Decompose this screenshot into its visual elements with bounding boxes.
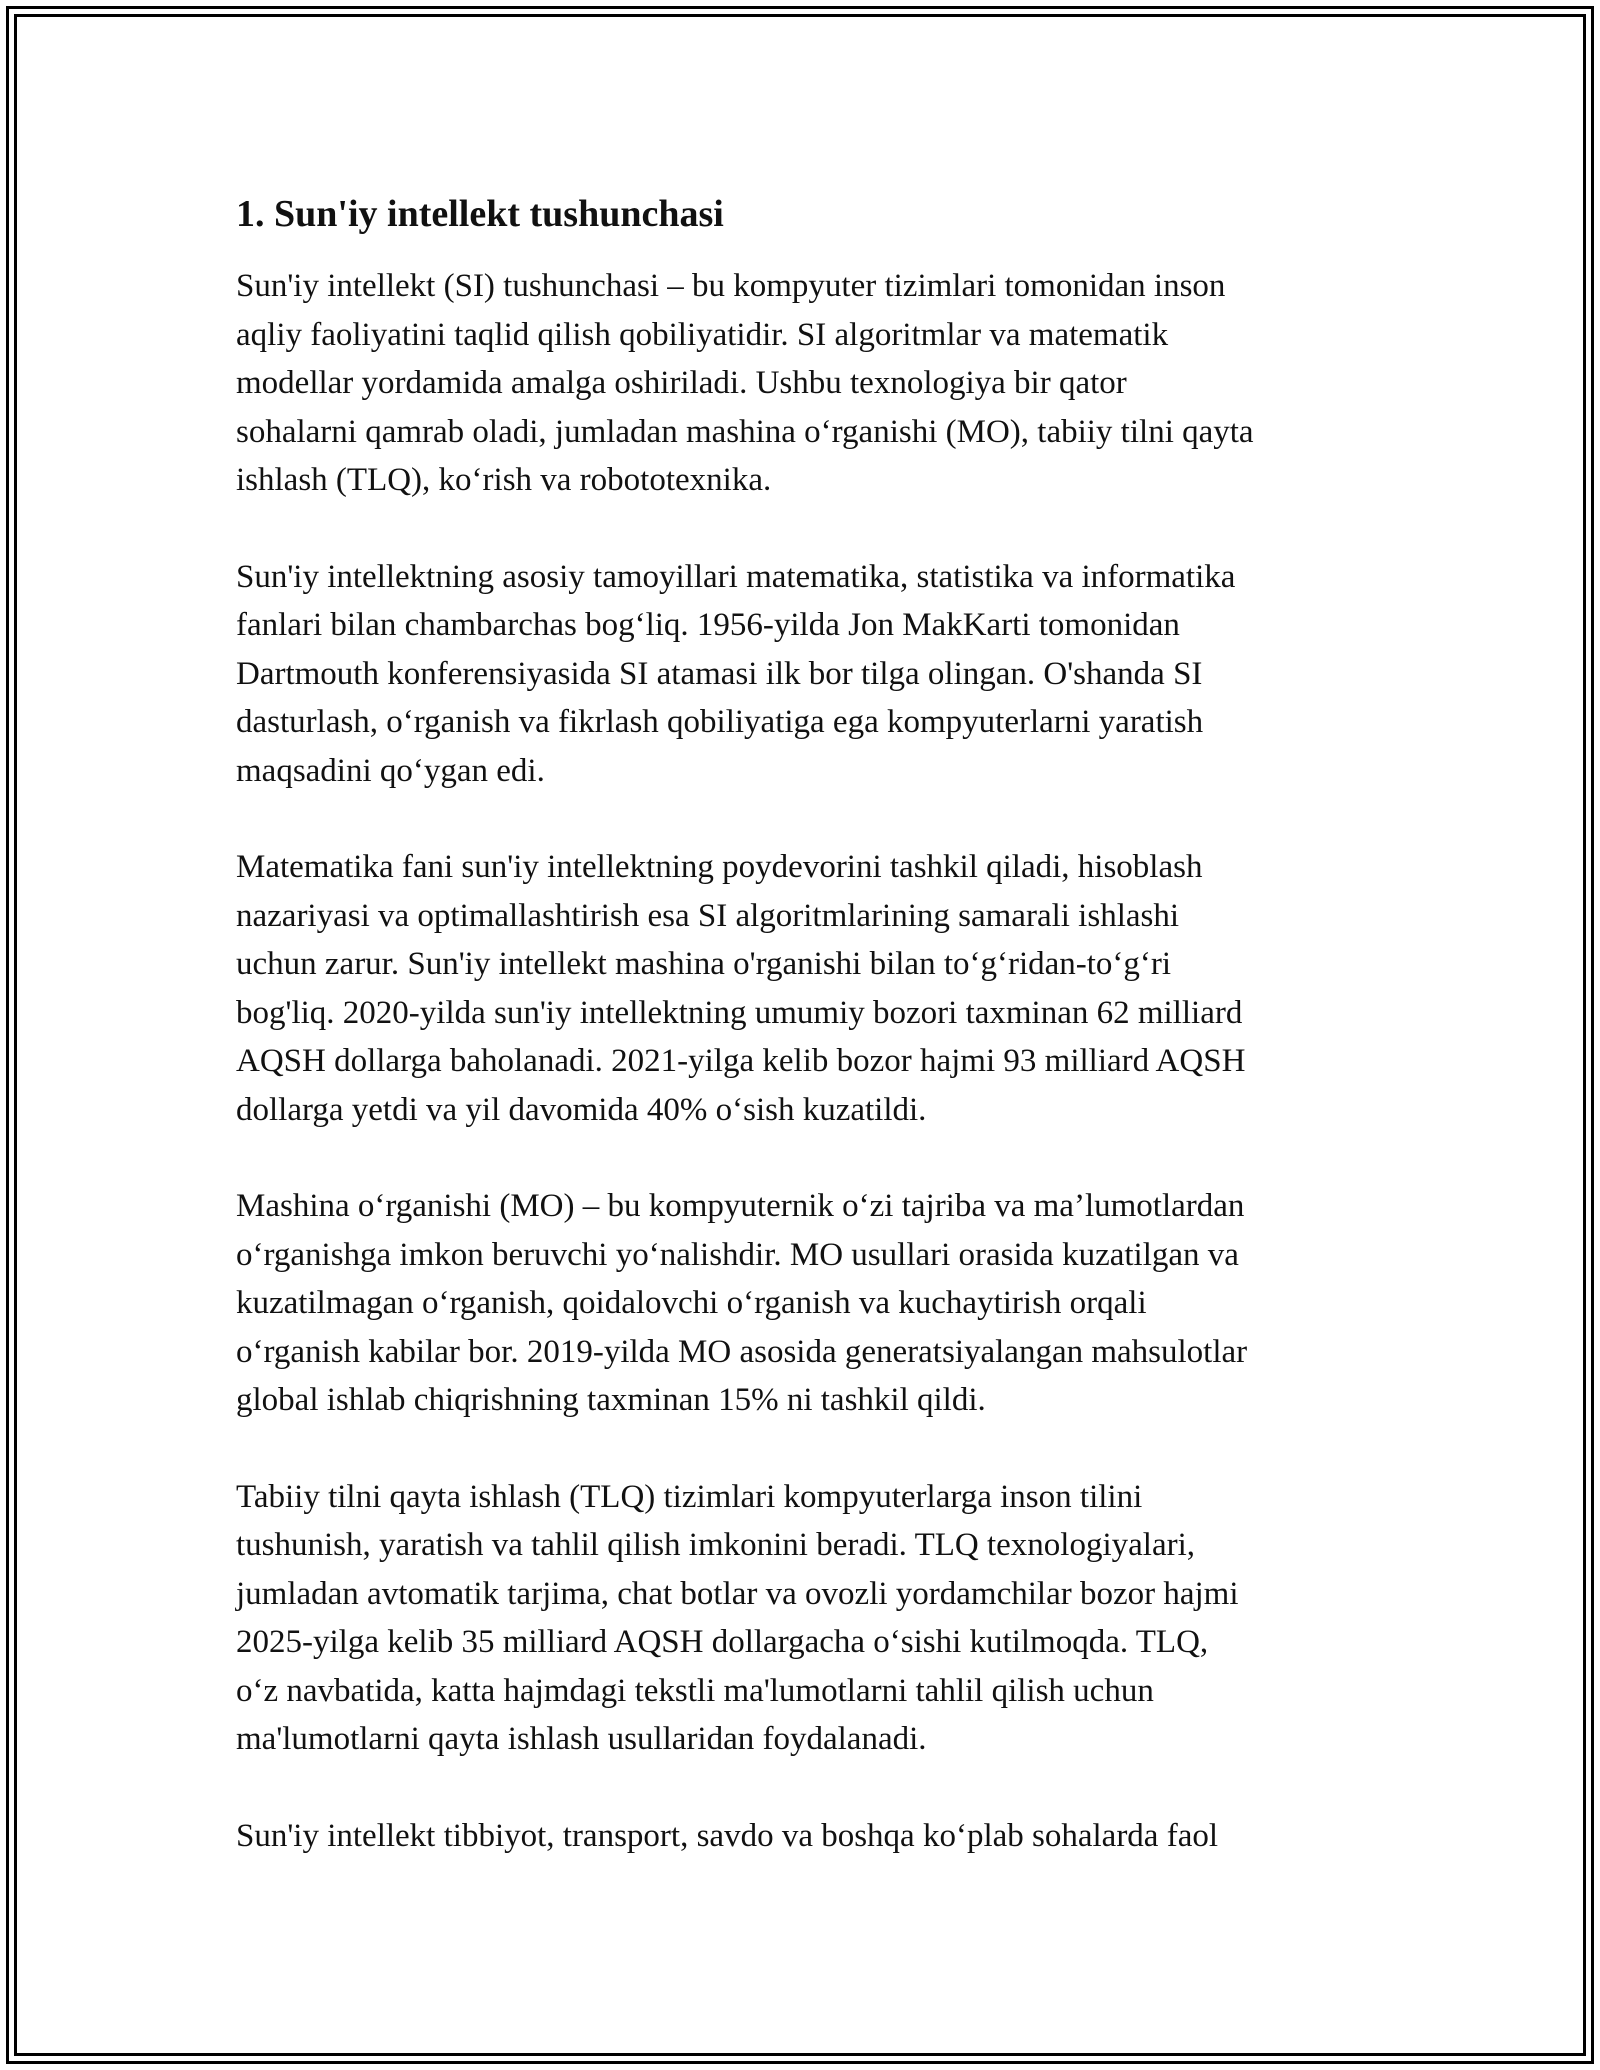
- paragraph-mathematics-market: Matematika fani sun'iy intellektning poydevorini tashkil qiladi, hisoblash nazariyasi va optimallashtirish esa SI algoritmlarining samarali ishlashi uchun zarur. Sun'iy intellekt mashina o'rganishi bilan toʻgʻridan-toʻgʻri bog'liq. 2020-yilda sun'iy intellektning umumiy bozori taxminan 62 milliard AQSH dollarga baholanadi. 2021-yilga kelib bozor hajmi 93 milliard AQSH dollarga yetdi va yil davomida 40% oʻsish kuzatildi.: [236, 849, 1246, 1128]
- paragraph-definition: Sun'iy intellekt (SI) tushunchasi – bu kompyuter tizimlari tomonidan inson aqliy faoliyatini taqlid qilish qobiliyatidir. SI algoritmlar va matematik modellar yordamida amalga oshiriladi. Ushbu texnologiya bir qator sohalarni qamrab oladi, jumladan mashina oʻrganishi (MO), tabiiy tilni qayta ishlash (TLQ), koʻrish va robototexnika.: [236, 268, 1254, 498]
- paragraph-applications: Sun'iy intellekt tibbiyot, transport, savdo va boshqa koʻplab sohalarda faol: [236, 1817, 1219, 1854]
- paragraph-machine-learning: Mashina oʻrganishi (MO) – bu kompyuternik oʻzi tajriba va ma’lumotlardan oʻrganishga imkon beruvchi yoʻnalishdir. MO usullari orasida kuzatilgan va kuzatilmagan oʻrganish, qoidalovchi oʻrganish va kuchaytirish orqali oʻrganish kabilar bor. 2019-yilda MO asosida generatsiyalangan mahsulotlar global ishlab chiqrishning taxminan 15% ni tashkil qildi.: [236, 1188, 1248, 1418]
- document-body: [236, 186, 1376, 1908]
- paragraph-nlp: Tabiiy tilni qayta ishlash (TLQ) tizimlari kompyuterlarga inson tilini tushunish, yaratish va tahlil qilish imkonini beradi. TLQ texnologiyalari, jumladan avtomatik tarjima, chat botlar va ovozli yordamchilar bozor hajmi 2025-yilga kelib 35 milliard AQSH dollargacha oʻsishi kutilmoqda. TLQ, oʻz navbatida, katta hajmdagi tekstli ma'lumotlarni tahlil qilish uchun ma'lumotlarni qayta ishlash usullaridan foydalanadi.: [236, 1478, 1239, 1757]
- paragraph-principles: Sun'iy intellektning asosiy tamoyillari matematika, statistika va informatika fanlari bilan chambarchas bogʻliq. 1956-yilda Jon MakKarti tomonidan Dartmouth konferensiyasida SI atamasi ilk bor tilga olingan. O'shanda SI dasturlash, oʻrganish va fikrlash qobiliyatiga ega kompyuterlarni yaratish maqsadini qoʻygan edi.: [236, 558, 1236, 789]
- section-heading: 1. Sun'iy intellekt tushunchasi: [236, 193, 724, 235]
